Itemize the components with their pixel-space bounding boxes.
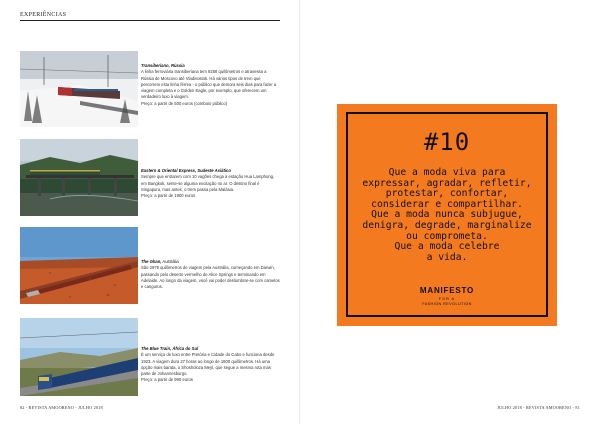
poster-line: Que a moda viva para: [388, 167, 506, 178]
entry-the-ghan: [141, 259, 280, 290]
entry-body: Sempre que entrarem com 10 vagões chega à estação Hua Lamphong, em Bangkok, sente-se alguma excitação no ar. O destino final é Singapura, mas antes, o trem passa pela Malásia.: [141, 174, 275, 192]
photo-the-ghan: [20, 227, 138, 304]
entry-price: Preço: a partir de 990 euros: [141, 377, 193, 383]
brand-name: MANIFESTO: [419, 286, 475, 295]
brand-for: FOR A: [438, 297, 456, 301]
manifesto-poster: [337, 104, 557, 326]
entry-title: The Ghan,: [141, 259, 162, 264]
entry-title: Eastern & Oriental Express, Sudeste Asiático: [141, 168, 231, 173]
photo-transiberiano: [20, 51, 138, 127]
poster-number: #10: [423, 128, 471, 156]
brand-subtitle: FASHION REVOLUTION: [422, 302, 472, 306]
poster-line: a vida.: [426, 251, 468, 263]
entry-region: Austrália: [162, 259, 179, 264]
entry-transiberiano: [141, 63, 280, 107]
poster-line: ou comprometa.: [406, 230, 488, 242]
entry-eastern-oriental: [141, 168, 280, 199]
section-rule: [20, 20, 280, 21]
photo-eastern-oriental: [20, 139, 138, 216]
entry-body: É um serviço de luxo entre Pretória e Cidade do Cabo e funciona desde 1923. A viagem dura 27 horas ao longo de 1600 quilômetros. Há uma opção mais barata, o Shosholoza Meyl, que segue a mesma rota mas parte de Johannesburgo.: [141, 352, 275, 377]
poster-text: [354, 168, 540, 263]
section-title: EXPERIÊNCIAS: [20, 12, 67, 18]
poster-line: considerar e compartilhar.: [371, 198, 523, 210]
poster-line: Que a moda nunca subjugue,: [371, 209, 523, 221]
entry-blue-train: [141, 346, 280, 384]
entry-title: The Blue Train, África do Sul: [141, 346, 199, 351]
poster-line: expressar, agradar, refletir,: [362, 177, 532, 189]
poster-line: Que a moda celebre: [394, 241, 500, 253]
entry-body: A linha ferroviária transiberiana tem 9258 quilômetros e atravessa a Rússia de Moscovo até Vladivostok. Há vários tipos de trem que percorrem esta linha férrea - o público que demora seis dias para fazer a viagem completa e o Golden Eagle, por exemplo, que oferecem um verdadeiro luxo à viagem.: [141, 69, 277, 100]
poster-line: protestar, confortar,: [385, 188, 509, 200]
manifesto-logo: [348, 286, 546, 306]
entry-price: Preço: a partir de 1900 euros: [141, 193, 196, 199]
entry-body: São 2979 quilômetros de viagem pela Austrália, começando em Darwin, passando pelo deserto vermelho de Alice Springs e terminando em Adelaide. Ao longo da viagem, você vai poder deslumbrar-se com camelos e cangurus.: [141, 265, 280, 290]
page-footer-right: JULHO 2018 - REVISTA AMOORENO - 81: [497, 405, 580, 410]
poster-line: denigra, degrade, marginalize: [362, 219, 532, 231]
entry-title: Transiberiano, Rússia: [141, 63, 185, 68]
entry-price: Preço: a partir de 500 euros (comboio público): [141, 100, 228, 106]
photo-blue-train: [20, 318, 138, 396]
page-footer-left: 82 - REVISTA AMOORENO - JULHO 2018: [20, 405, 103, 410]
poster-frame: [346, 112, 548, 317]
